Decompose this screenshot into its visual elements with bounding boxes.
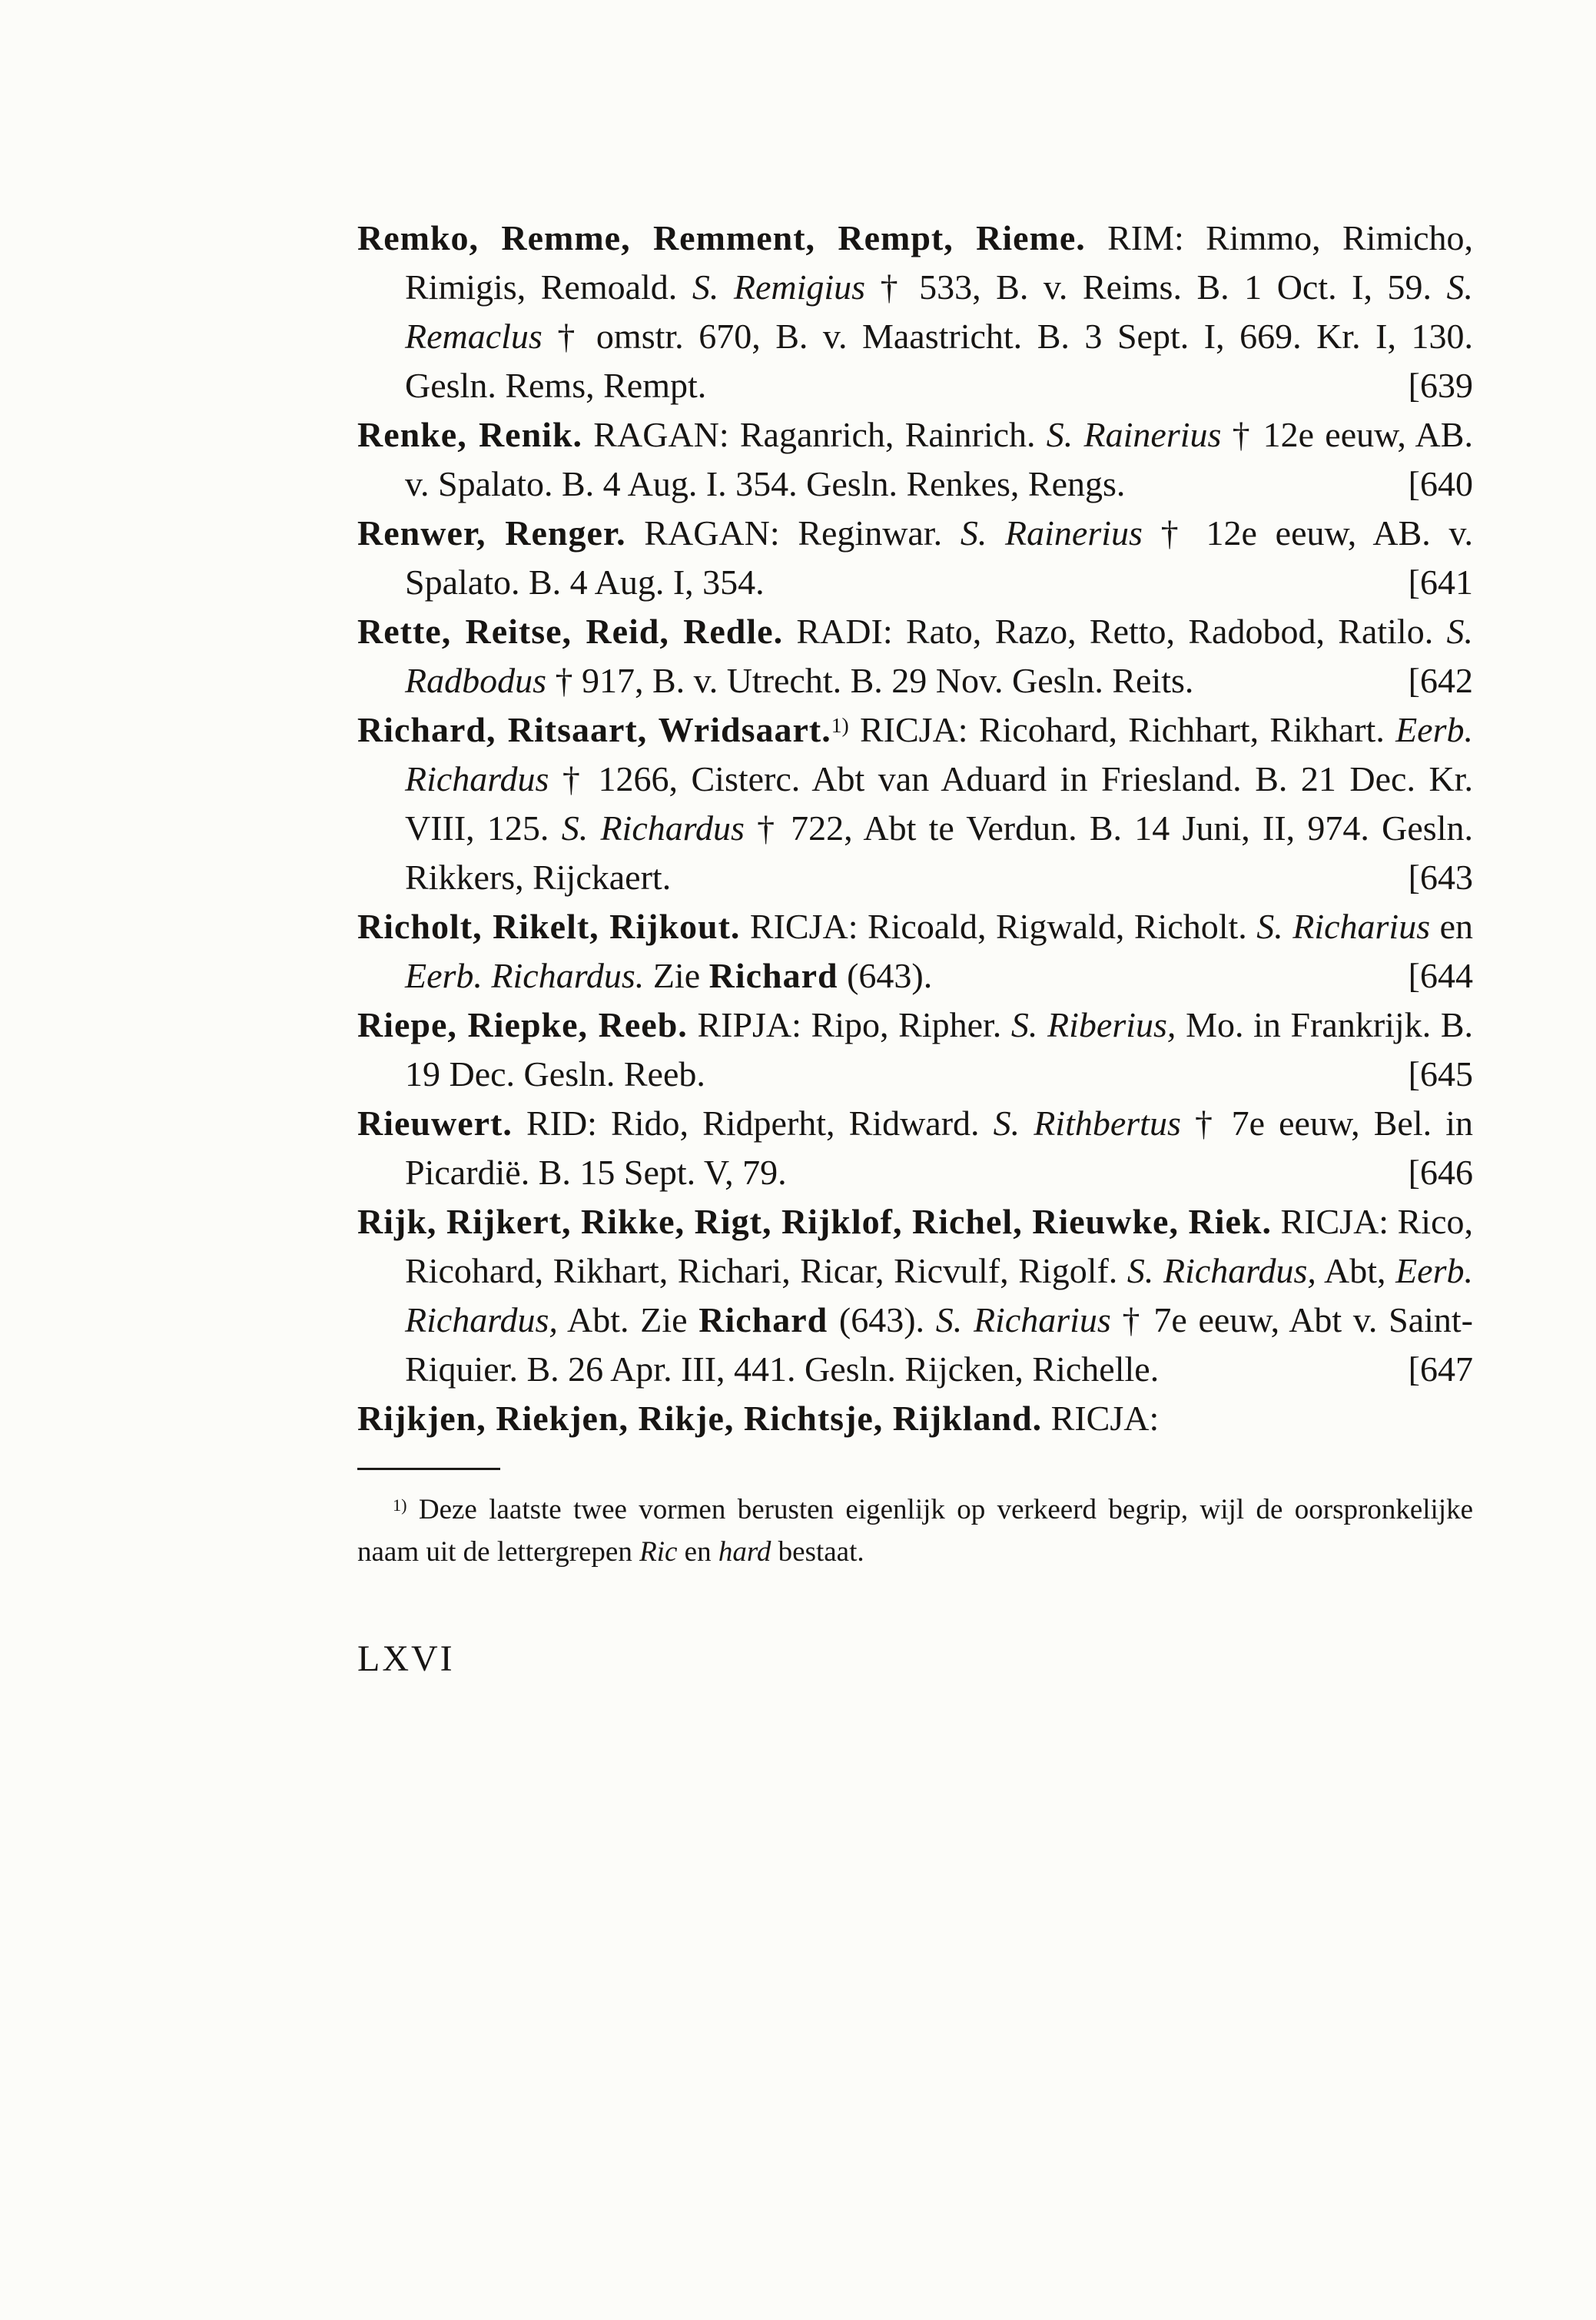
headword: Rijkjen, Riekjen, Rikje, Richtsje, Rijkland. <box>357 1399 1043 1438</box>
entry-number: [640 <box>1408 464 1473 503</box>
footnote <box>357 1489 1473 1573</box>
latin-name: S. Rithbertus <box>993 1104 1181 1143</box>
body-text: RICJA: <box>1042 1399 1160 1438</box>
body-text: (643). <box>828 1300 936 1339</box>
body-text: † 7e eeuw, Bel. in Picardië. B. 15 Sept. V, 79. <box>405 1104 1473 1192</box>
footnote-marker: 1) <box>393 1495 407 1515</box>
dictionary-entry <box>357 902 1473 1001</box>
dictionary-entries <box>357 214 1473 1443</box>
latin-name: S. Richardus, <box>1126 1251 1316 1290</box>
latin-name: Eerb. Richardus, <box>405 1251 1473 1339</box>
body-text: (643). <box>838 956 933 995</box>
entry-number: [642 <box>1408 661 1473 700</box>
body-text: RADI: Rato, Razo, Retto, Radobod, Ratilo. <box>783 612 1447 651</box>
body-text: Abt. Zie <box>557 1300 699 1339</box>
body-text: Deze laatste twee vormen berusten eigenlijk op verkeerd begrip, wijl de oorspronkelijke naam uit de lettergrepen <box>357 1494 1473 1568</box>
headword: Riepe, Riepke, Reeb. <box>357 1005 688 1044</box>
body-text: bestaat. <box>771 1536 864 1568</box>
body-text: RIPJA: Ripo, Ripher. <box>687 1005 1011 1044</box>
body-text: Mo. in Frankrijk. B. 19 Dec. Gesln. Reeb. <box>405 1005 1473 1094</box>
body-text: en <box>677 1536 718 1568</box>
latin-name: S. Remaclus <box>405 267 1473 356</box>
dictionary-entry <box>357 214 1473 410</box>
entry-number: [644 <box>1408 956 1473 995</box>
dictionary-entry <box>357 1394 1473 1443</box>
headword: Rette, Reitse, Reid, Redle. <box>357 612 784 651</box>
entry-number: [641 <box>1408 563 1473 602</box>
body-text: RIM: Rimmo, Rimicho, Rimigis, Remoald. <box>405 218 1473 307</box>
body-text: RID: Rido, Ridperht, Ridward. <box>512 1104 994 1143</box>
latin-name: S. Richarius <box>1256 907 1431 946</box>
headword: Richard <box>698 1300 828 1339</box>
footnote-marker: 1) <box>831 712 849 737</box>
entry-number: [639 <box>1408 366 1473 405</box>
body-text: † 12e eeuw, AB. v. Spalato. B. 4 Aug. I, 354. <box>405 513 1473 602</box>
dictionary-entry <box>357 607 1473 705</box>
latin-name: hard <box>718 1536 771 1568</box>
entry-number: [643 <box>1408 858 1473 897</box>
dictionary-entry <box>357 1197 1473 1394</box>
body-text: RICJA: Ricohard, Richhart, Rikhart. <box>848 710 1396 749</box>
latin-name: S. Radbodus <box>405 612 1473 700</box>
body-text: RICJA: Ricoald, Rigwald, Richolt. <box>740 907 1257 946</box>
latin-name: S. Richardus <box>561 808 745 848</box>
latin-name: S. Rainerius <box>1046 415 1222 454</box>
latin-name: S. Riberius, <box>1010 1005 1176 1044</box>
body-text: Abt, <box>1316 1251 1396 1290</box>
headword: Rieuwert. <box>357 1104 513 1143</box>
dictionary-entry <box>357 410 1473 509</box>
latin-name: S. Richarius <box>935 1300 1111 1339</box>
headword: Remko, Remme, Remment, Rempt, Rieme. <box>357 218 1086 257</box>
latin-name: Eerb. Richardus <box>405 710 1473 798</box>
headword: Richard, Ritsaart, Wridsaart. <box>357 710 831 749</box>
dictionary-entry <box>357 1001 1473 1099</box>
dictionary-entry <box>357 509 1473 607</box>
body-text: en <box>1430 907 1473 946</box>
headword: Richard <box>708 956 838 995</box>
dictionary-entry <box>357 705 1473 902</box>
entry-number: [646 <box>1408 1153 1473 1192</box>
latin-name: Ric <box>639 1536 678 1568</box>
headword: Richolt, Rikelt, Rijkout. <box>357 907 741 946</box>
body-text: RICJA: Rico, Ricohard, Rikhart, Richari, Ricar, Ricvulf, Rigolf. <box>405 1202 1473 1290</box>
dictionary-entry <box>357 1099 1473 1197</box>
body-text: RAGAN: Reginwar. <box>625 513 961 553</box>
body-text: † 917, B. v. Utrecht. B. 29 Nov. Gesln. Reits. <box>546 661 1194 700</box>
body-text: † 12e eeuw, AB. v. Spalato. B. 4 Aug. I. 354. Gesln. Renkes, Rengs. <box>405 415 1473 503</box>
body-text: Zie <box>644 956 709 995</box>
headword: Renwer, Renger. <box>357 513 626 553</box>
entry-number: [647 <box>1408 1349 1473 1389</box>
body-text: † omstr. 670, B. v. Maastricht. B. 3 Sept. I, 669. Kr. I, 130. Gesln. Rems, Rempt. <box>405 317 1473 405</box>
body-text: † 1266, Cisterc. Abt van Aduard in Friesland. B. 21 Dec. Kr. VIII, 125. <box>405 759 1473 848</box>
latin-name: S. Remigius <box>692 267 866 307</box>
body-text: † 722, Abt te Verdun. B. 14 Juni, II, 974. Gesln. Rikkers, Rijckaert. <box>405 808 1473 897</box>
page-number: LXVI <box>357 1638 455 1679</box>
entry-number: [645 <box>1408 1054 1473 1094</box>
headword: Renke, Renik. <box>357 415 583 454</box>
dictionary-text-block <box>357 214 1473 1680</box>
headword: Rijk, Rijkert, Rikke, Rigt, Rijklof, Richel, Rieuwke, Riek. <box>357 1202 1272 1241</box>
latin-name: Eerb. Richardus. <box>405 956 645 995</box>
body-text: † 7e eeuw, Abt v. Saint-Riquier. B. 26 Apr. III, 441. Gesln. Rijcken, Richelle. <box>405 1300 1473 1389</box>
body-text: RAGAN: Raganrich, Rainrich. <box>582 415 1047 454</box>
footnote-divider <box>357 1468 500 1470</box>
body-text: † 533, B. v. Reims. B. 1 Oct. I, 59. <box>865 267 1447 307</box>
latin-name: S. Rainerius <box>960 513 1143 553</box>
